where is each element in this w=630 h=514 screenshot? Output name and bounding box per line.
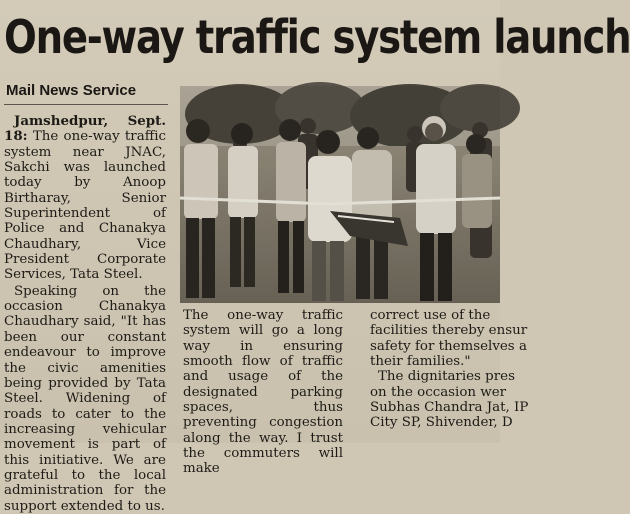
byline: Mail News Service xyxy=(6,82,137,99)
ribbon-cutting-ceremony-photo-icon xyxy=(180,86,500,303)
right-column xyxy=(370,308,529,431)
right-line-2: facilities thereby ensur xyxy=(370,323,528,339)
dateline: Jamshedpur, Sept. 18: xyxy=(4,113,166,145)
ribbon-cutting-photo xyxy=(180,86,500,303)
paragraph-1 xyxy=(4,114,166,283)
right-line-7: Subhas Chandra Jat, IP xyxy=(370,400,529,416)
headline: One-way traffic system launch xyxy=(4,10,630,64)
right-line-6: on the occasion wer xyxy=(370,384,507,400)
middle-paragraph: The one-way traffic system will go a long way in ensuring smooth flow of traffic and usage of the designated parking spaces, thus preventing congestion along the way. I trust the commuters will make xyxy=(183,308,343,477)
paragraph-2: Speaking on the occasion Chanakya Chaudhary said, "It has been our constant endeavour to improve the civic amenities being provided by Tata Steel. Widening of roads to cater to the increasing vehicular movement is part of this initiative. We are grateful to the local administration for the support extended to us. xyxy=(4,283,166,514)
left-column xyxy=(4,114,166,514)
middle-column xyxy=(183,308,343,477)
paragraph-1-text: The one-way traffic system near JNAC, Sakchi was launched today by Anoop Birtharay, Senior Superintendent of Police and Chanakya Chaudhary, Vice President Corporate Services, Tata Steel. xyxy=(4,129,166,283)
right-line-1: correct use of the xyxy=(370,308,491,323)
right-line-5: The dignitaries pres xyxy=(378,369,515,385)
right-line-3: safety for themselves a xyxy=(370,338,527,354)
right-line-8: City SP, Shivender, D xyxy=(370,415,513,431)
right-line-4: their families." xyxy=(370,354,471,370)
byline-rule xyxy=(4,104,168,105)
